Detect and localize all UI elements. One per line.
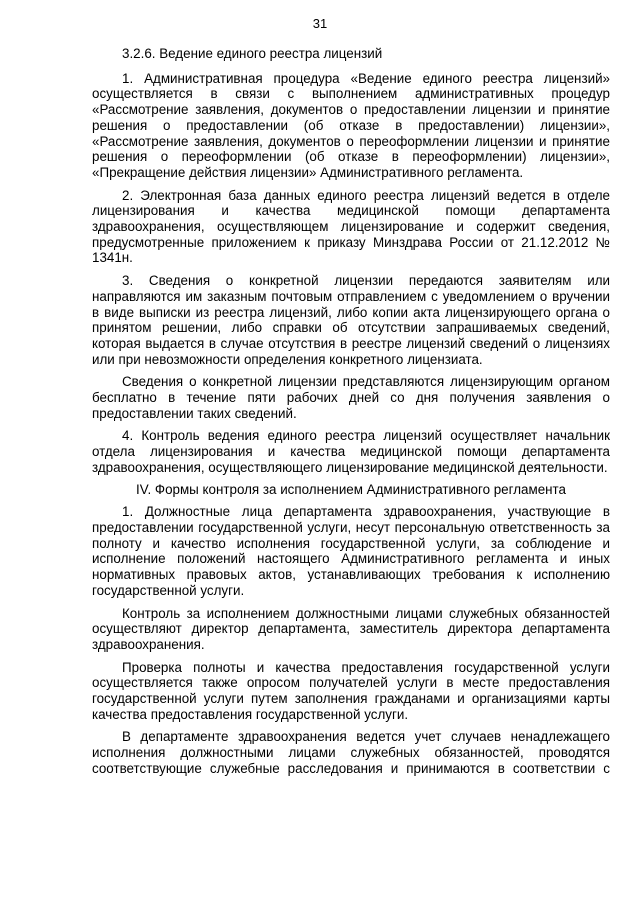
paragraph-procedure-description: 1. Административная процедура «Ведение единого реестра лицензий» осуществляется в связи с выполнением административных процедур «Рассмотрение заявления, документов о предоставлении лицензии и принятие решения о предоставлении (об отказе в предоставлении) лицензии», «Рассмотрение заявления, документов о переоформлении лицензии и принятие решения о переоформлении (об отказе в переоформлении) лицензии», «Прекращение действия лицензии» Административного регламента. [92,70,610,180]
paragraph-quality-check: Проверка полноты и качества предоставления государственной услуги осуществляется также опросом получателей услуги в месте предоставления государственной услуги путем заполнения гражданами и организациями карты качества предоставления государственной услуги. [92,659,610,722]
paragraph-license-information: 3. Сведения о конкретной лицензии передаются заявителям или направляются им заказным почтовым отправлением с уведомлением о вручении в виде выписки из реестра лицензий, либо копии акта лицензирующего органа о принятом решении, либо справки об отсутствии запрашиваемых сведений, которая выдается в случае отсутствия в реестре лицензий сведений о лицензиях или при невозможности определения конкретного лицензиата. [92,273,610,367]
page-content [92,46,610,784]
paragraph-control-officials: Контроль за исполнением должностными лицами служебных обязанностей осуществляют директор департамента, заместитель директора департамента здравоохранения. [92,605,610,652]
paragraph-incident-accounting: В департаменте здравоохранения ведется учет случаев ненадлежащего исполнения должностными лицами служебных обязанностей, проводятся соответствующие служебные расследования и принимаются в соответствии с [92,729,610,776]
section-heading: 3.2.6. Ведение единого реестра лицензий [122,46,383,61]
page-number: 31 [312,16,328,31]
paragraph-responsibility: 1. Должностные лица департамента здравоохранения, участвующие в предоставлении государственной услуги, несут персональную ответственность за полноту и качество исполнения государственной услуги, за соблюдение и исполнение положений настоящего Административного регламента и иных нормативных правовых актов, устанавливающих требования к исполнению государственной услуги. [92,504,610,598]
paragraph-free-of-charge: Сведения о конкретной лицензии представляются лицензирующим органом бесплатно в течение пяти рабочих дней со дня получения заявления о предоставлении таких сведений. [92,374,610,421]
paragraph-registry-control: 4. Контроль ведения единого реестра лицензий осуществляет начальник отдела лицензирования и качества медицинской помощи департамента здравоохранения, осуществляющего лицензирование медицинской деятельности. [92,428,610,475]
paragraph-electronic-database: 2. Электронная база данных единого реестра лицензий ведется в отделе лицензирования и качества медицинской помощи департамента здравоохранения, осуществляющем лицензирование и содержит сведения, предусмотренные приложением к приказу Минздрава России от 21.12.2012 № 1341н. [92,187,610,266]
chapter-heading: IV. Формы контроля за исполнением Административного регламента [136,481,566,497]
